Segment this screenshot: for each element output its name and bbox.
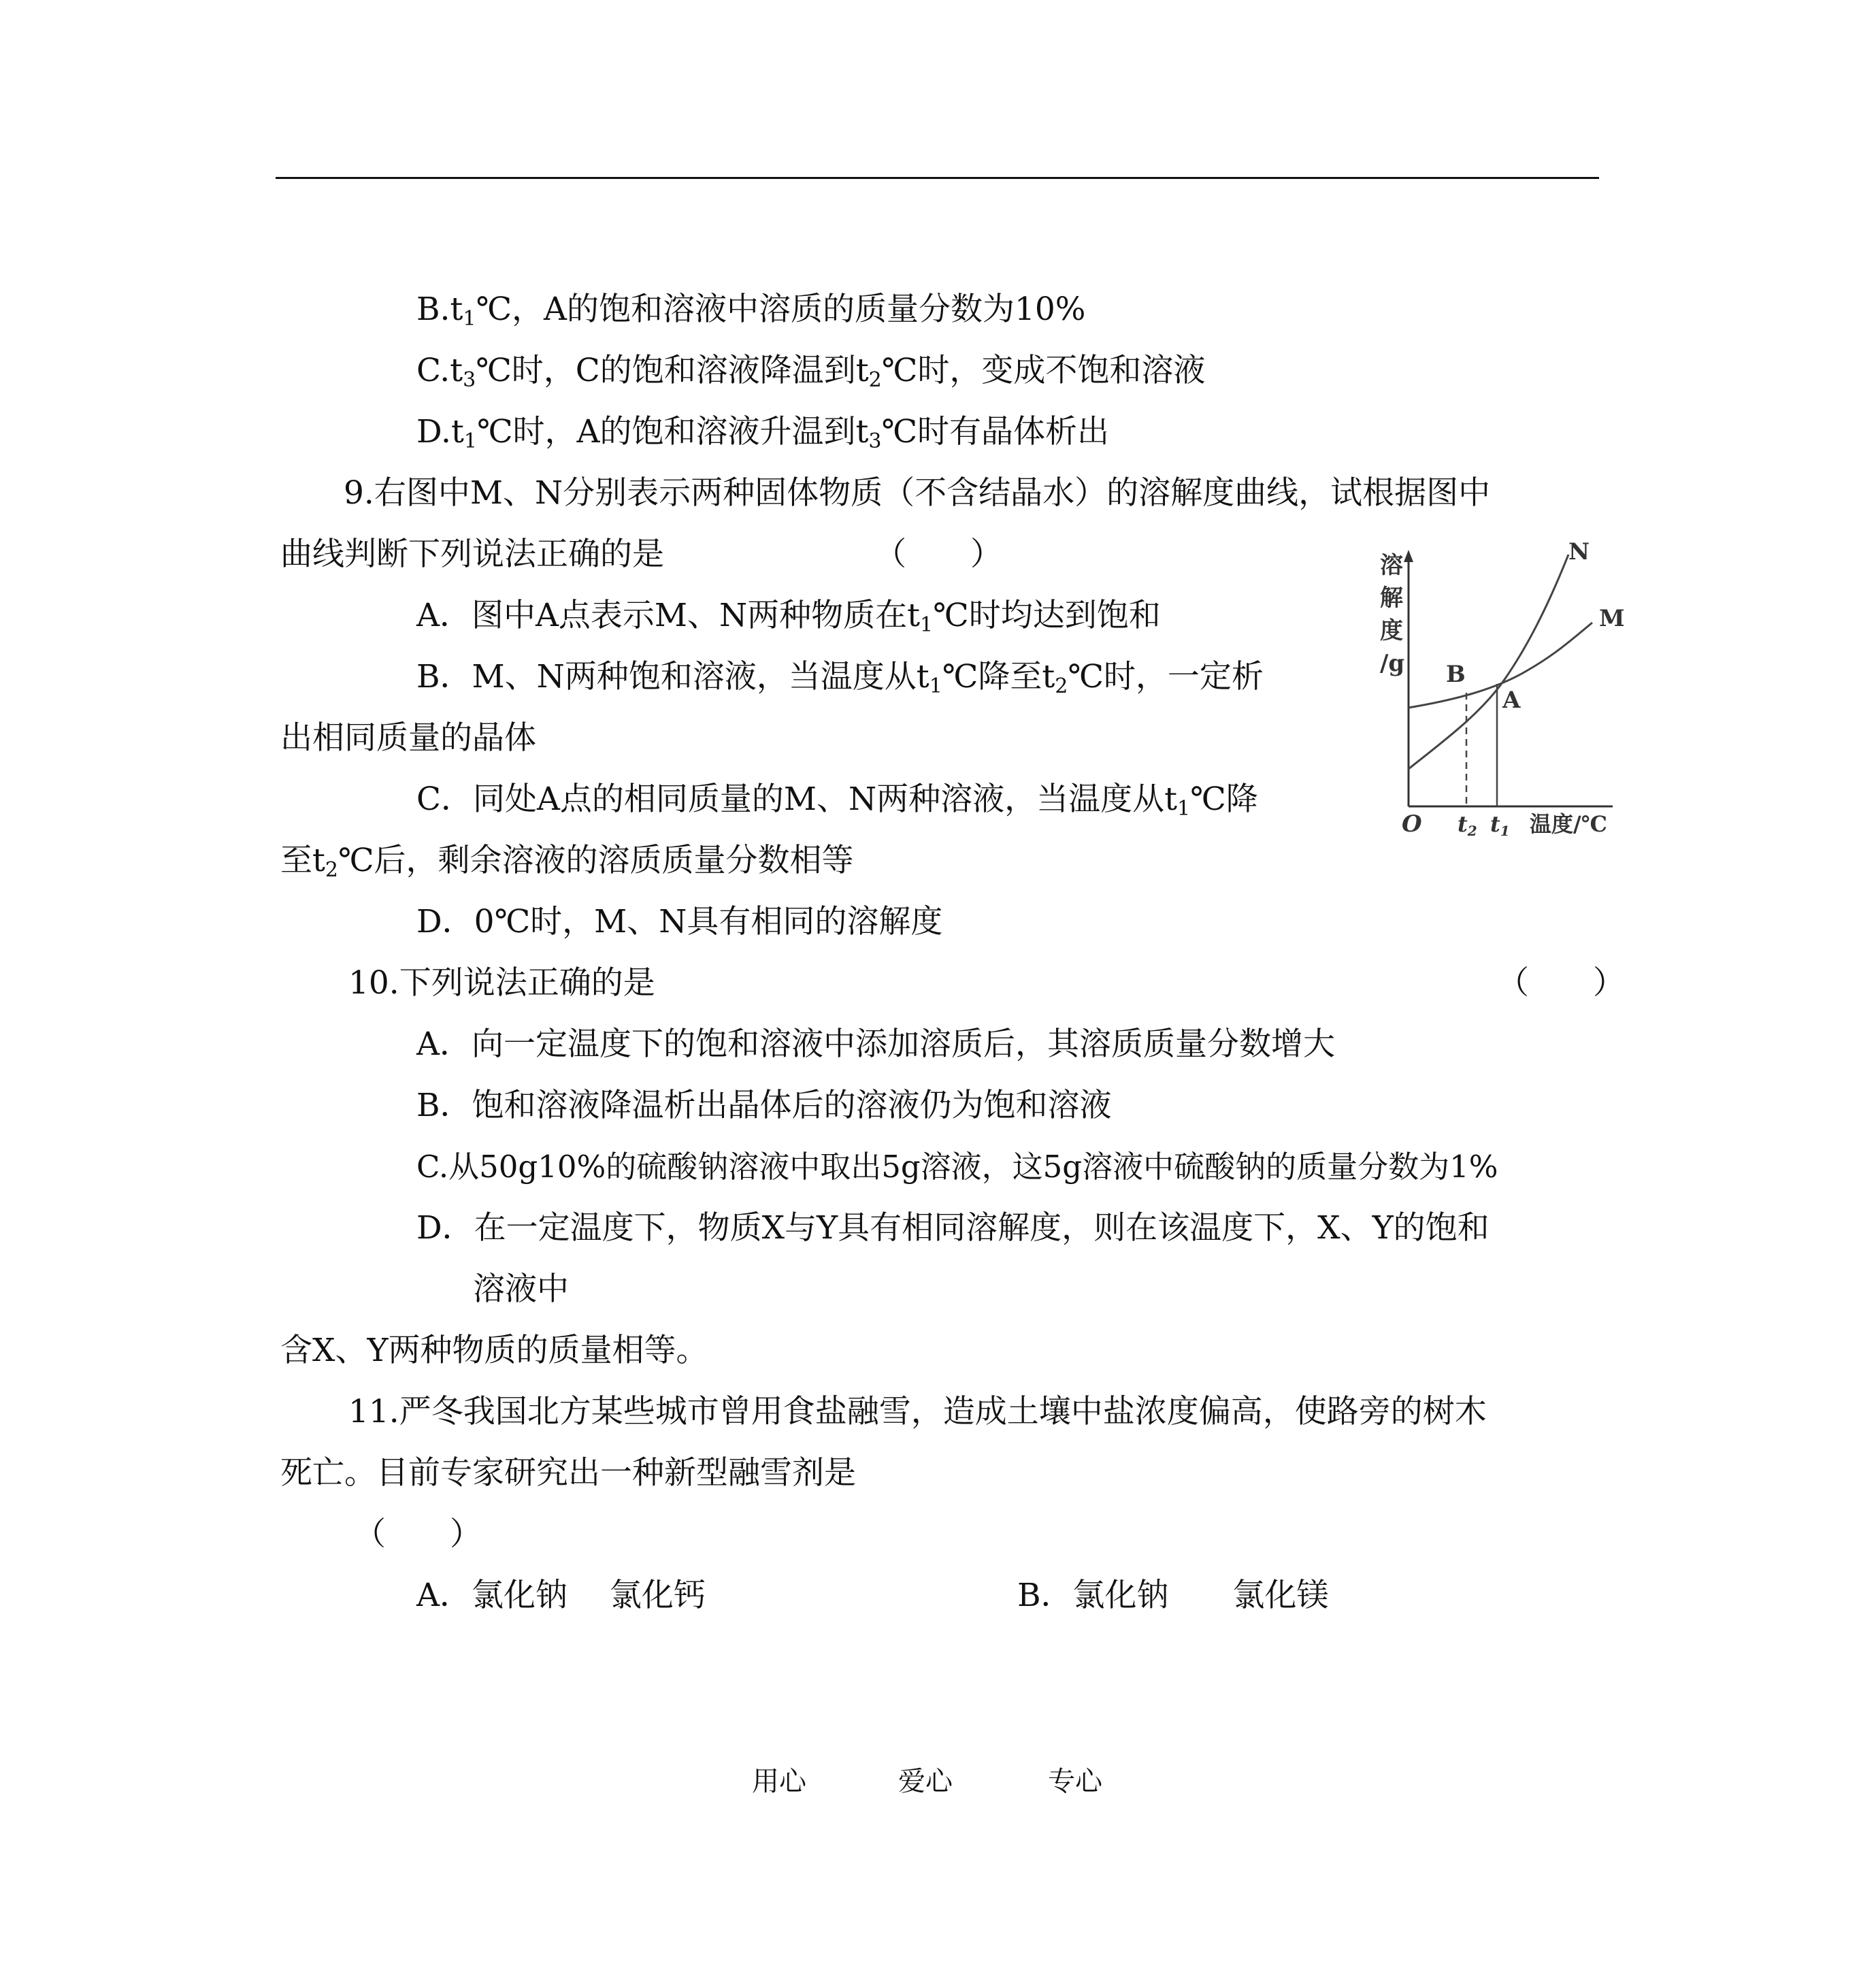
x-axis-label: 温度/℃ [1530, 811, 1608, 837]
q9-option-c-line2: 至$t_2℃$后，剩余溶液的溶质质量分数相等 [280, 842, 854, 882]
q9-option-d: D．0℃时，M、N具有相同的溶解度 [416, 903, 943, 940]
q9-stem-line2: 曲线判断下列说法正确的是 [280, 536, 664, 573]
q9-stem-line1: 9.右图中M、N分别表示两种固体物质（不含结晶水）的溶解度曲线，试根据图中 [344, 474, 1491, 512]
footer-word-1: 用心 [752, 1766, 806, 1797]
q10-option-d-line2: 溶液中 [473, 1270, 569, 1308]
footer-word-2: 爱心 [898, 1766, 953, 1797]
solubility-curve-figure [1368, 538, 1640, 837]
q9-option-c-line1: C．同处A点的相同质量的M、N两种溶液，当温度从$t_1℃$降 [416, 781, 1258, 821]
curve-n [1409, 555, 1568, 769]
q11-option-b: B．氯化钠 氯化镁 [1017, 1577, 1329, 1614]
header-rule [276, 177, 1599, 179]
q9-option-b-line1: B．M、N两种饱和溶液，当温度从$t_1℃$降至$t_2℃$时，一定析 [416, 658, 1264, 698]
t2-tick-label: t2 [1458, 811, 1477, 837]
q9-option-b-line2: 出相同质量的晶体 [280, 719, 536, 757]
footer-word-3: 专心 [1048, 1766, 1102, 1797]
q11-option-a: A．氯化钠 氯化钙 [416, 1577, 706, 1614]
q9-answer-blank: （ ） [874, 536, 1002, 573]
q8-option-b: $B.t_1℃$，A的饱和溶液中溶质的质量分数为10% [416, 291, 1086, 331]
curve-m [1409, 623, 1592, 708]
q10-option-c: C.从50g10%的硫酸钠溶液中取出5g溶液，这5g溶液中硫酸钠的质量分数为1% [416, 1149, 1498, 1185]
t1-tick-label: t1 [1490, 811, 1510, 837]
point-a-label: A [1502, 687, 1521, 714]
origin-label: O [1402, 810, 1422, 837]
q10-option-d-line3: 含X、Y两种物质的质量相等。 [280, 1332, 708, 1369]
y-axis-label-4: /g [1380, 650, 1405, 677]
q10-option-a: A．向一定温度下的饱和溶液中添加溶质后，其溶质质量分数增大 [416, 1025, 1335, 1063]
y-axis-arrow-icon [1404, 550, 1413, 562]
y-axis-label-3: 度 [1380, 617, 1403, 644]
q8-option-c: $C.t_3℃$时，C的饱和溶液降温到$t_2℃$时，变成不饱和溶液 [416, 352, 1206, 392]
q10-answer-blank: （ ） [1497, 964, 1625, 1002]
q11-answer-blank: （ ） [354, 1515, 482, 1553]
q10-stem: 10.下列说法正确的是 [348, 964, 655, 1002]
q8-option-d: $D.t_1℃$时，A的饱和溶液升温到$t_3℃$时有晶体析出 [416, 413, 1110, 453]
curve-m-label: M [1599, 605, 1625, 632]
y-axis-label-2: 解 [1380, 585, 1403, 612]
q11-stem-line2: 死亡。目前专家研究出一种新型融雪剂是 [280, 1454, 856, 1492]
q10-option-b: B．饱和溶液降温析出晶体后的溶液仍为饱和溶液 [416, 1087, 1112, 1124]
q11-stem-line1: 11.严冬我国北方某些城市曾用食盐融雪，造成土壤中盐浓度偏高，使路旁的树木 [348, 1393, 1487, 1430]
y-axis-label-1: 溶 [1380, 552, 1403, 579]
curve-n-label: N [1568, 538, 1590, 565]
q10-option-d-line1: D．在一定温度下，物质X与Y具有相同溶解度，则在该温度下，X、Y的饱和 [416, 1209, 1490, 1247]
point-b-label: B [1446, 661, 1466, 688]
q9-option-a: A．图中A点表示M、N两种物质在$t_1℃$时均达到饱和 [416, 597, 1161, 637]
